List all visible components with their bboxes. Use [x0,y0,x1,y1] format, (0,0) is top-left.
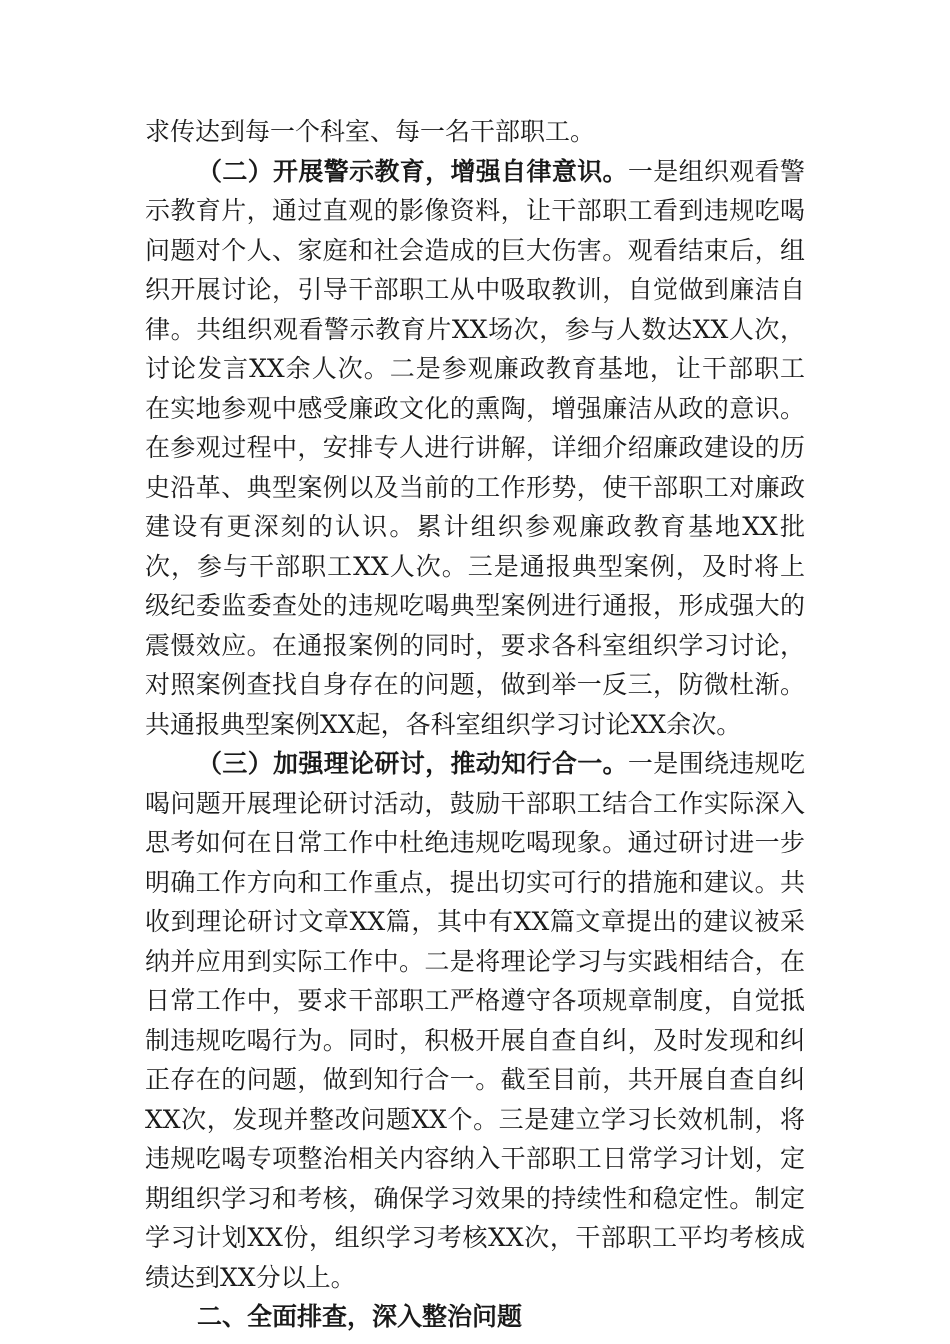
section-heading: 二、全面排查，深入整治问题 [197,1302,523,1331]
paragraph-text: 一是组织观看警示教育片，通过直观的影像资料，让干部职工看到违规吃喝问题对个人、家庭和社会造成的巨大伤害。观看结束后，组织开展讨论，引导干部职工从中吸取教训，自觉做到廉洁自律。共组织观看警示教育片XX场次，参与人数达XX人次，讨论发言XX余人次。二是参观廉政教育基地，让干部职工在实地参观中感受廉政文化的熏陶，增强廉洁从政的意识。在参观过程中，安排专人进行讲解，详细介绍廉政建设的历史沿革、典型案例以及当前的工作形势，使干部职工对廉政建设有更深刻的认识。累计组织参观廉政教育基地XX批次，参与干部职工XX人次。三是通报典型案例，及时将上级纪委监委查处的违规吃喝典型案例进行通报，形成强大的震慑效应。在通报案例的同时，要求各科室组织学习讨论，对照案例查找自身存在的问题，做到举一反三，防微杜渐。共通报典型案例XX起，各科室组织学习讨论XX余次。 [145,156,805,739]
paragraph-lead-heading: （三）加强理论研讨，推动知行合一。 [197,749,628,778]
document-page [145,112,805,1337]
paragraph-warning-education [145,152,805,745]
paragraph-theory-discussion [145,744,805,1297]
paragraph-lead-heading: （二）开展警示教育，增强自律意识。 [197,156,628,186]
paragraph-continuation [145,112,805,152]
paragraph-text: 求传达到每一个科室、每一名干部职工。 [145,117,596,146]
paragraph-text: 一是围绕违规吃喝问题开展理论研讨活动，鼓励干部职工结合工作实际深入思考如何在日常工作中杜绝违规吃喝现象。通过研讨进一步明确工作方向和工作重点，提出切实可行的措施和建议。共收到理论研讨文章XX篇，其中有XX篇文章提出的建议被采纳并应用到实际工作中。二是将理论学习与实践相结合，在日常工作中，要求干部职工严格遵守各项规章制度，自觉抵制违规吃喝行为。同时，积极开展自查自纠，及时发现和纠正存在的问题，做到知行合一。截至目前，共开展自查自纠XX次，发现并整改问题XX个。三是建立学习长效机制，将违规吃喝专项整治相关内容纳入干部职工日常学习计划，定期组织学习和考核，确保学习效果的持续性和稳定性。制定学习计划XX份，组织学习考核XX次，干部职工平均考核成绩达到XX分以上。 [145,749,805,1292]
